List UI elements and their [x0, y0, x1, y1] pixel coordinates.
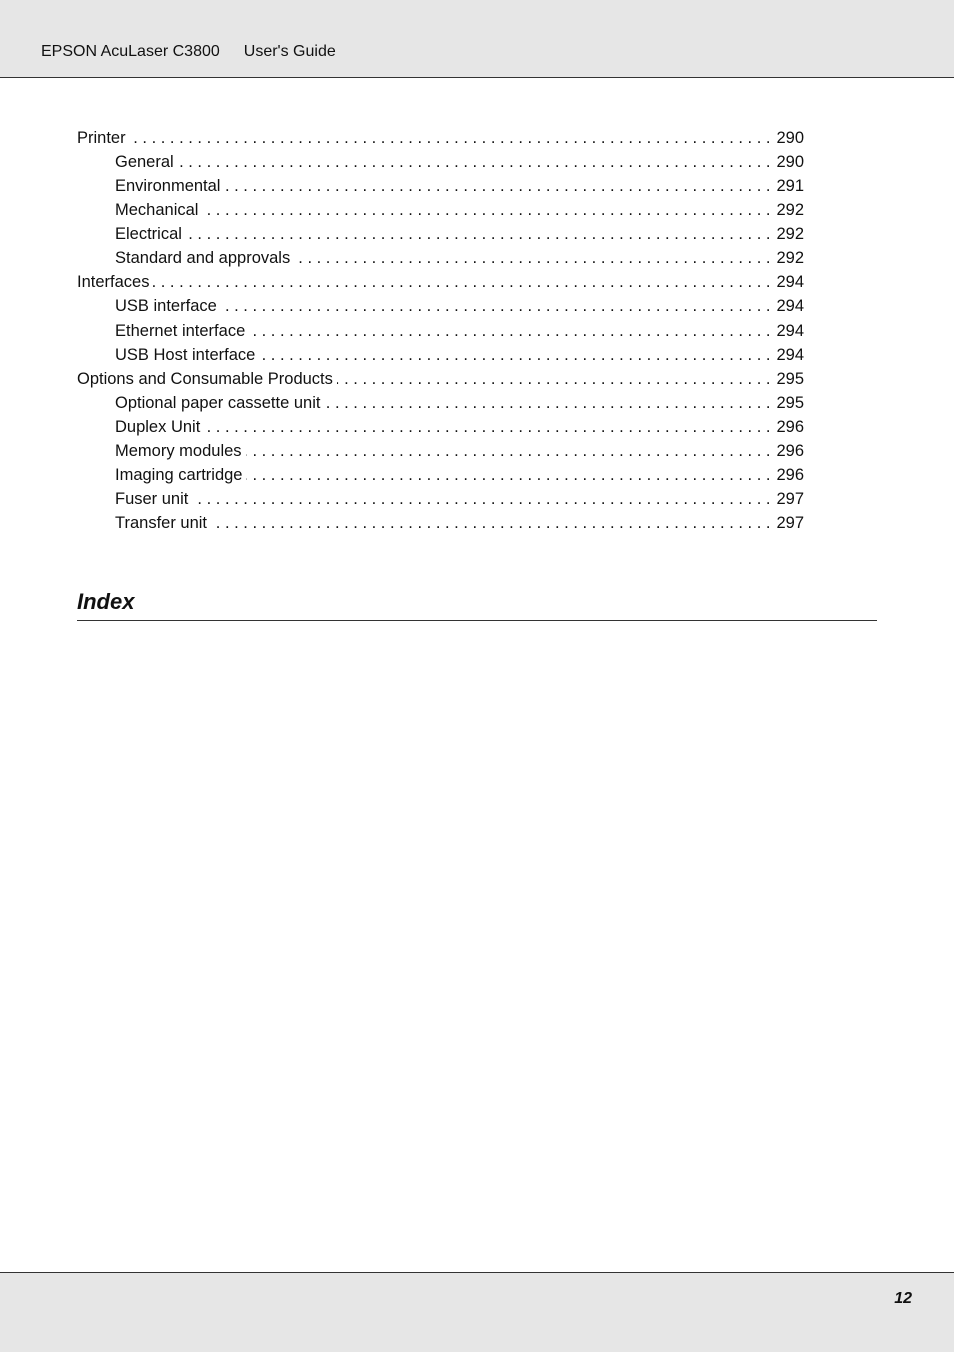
index-heading-text: Index — [77, 589, 135, 614]
toc-entry-page: 296 — [776, 441, 804, 460]
toc-entry-page: 294 — [776, 297, 804, 316]
header-guide: User's Guide — [243, 43, 336, 60]
toc-entry[interactable] — [77, 270, 804, 294]
page-footer — [0, 1272, 954, 1352]
toc-entry-page: 297 — [776, 514, 804, 532]
toc-entry-page: 292 — [776, 225, 804, 244]
dot-leader — [192, 487, 770, 511]
dot-leader — [246, 439, 771, 463]
toc-entry-page: 294 — [776, 321, 804, 340]
dot-leader — [259, 343, 770, 367]
toc-entry[interactable] — [77, 174, 804, 198]
toc-entry-page: 292 — [776, 201, 804, 220]
toc-entry-title: General — [115, 153, 174, 172]
toc-entry-page: 296 — [776, 465, 804, 484]
dot-leader — [324, 391, 770, 415]
toc-entry[interactable] — [77, 246, 804, 270]
toc-entry-page: 296 — [776, 417, 804, 436]
dot-leader — [211, 511, 770, 535]
header-product: EPSON AcuLaser C3800 — [41, 43, 220, 60]
toc-entry-title: Options and Consumable Products — [77, 369, 333, 388]
toc-entry-title: Electrical — [115, 225, 182, 244]
dot-leader — [294, 246, 770, 270]
toc-entry[interactable] — [77, 294, 804, 318]
toc-entry-title: Memory modules — [115, 441, 242, 460]
dot-leader — [130, 126, 771, 150]
toc-entry-page: 291 — [776, 177, 804, 196]
toc-entry[interactable] — [77, 391, 804, 415]
dot-leader — [178, 150, 771, 174]
dot-leader — [202, 198, 770, 222]
dot-leader — [221, 294, 771, 318]
toc-entry-title: Printer — [77, 129, 126, 147]
dot-leader — [186, 222, 771, 246]
toc-entry-title: USB interface — [115, 297, 217, 316]
toc-entry[interactable] — [77, 367, 804, 391]
toc-entry[interactable] — [77, 487, 804, 511]
toc-entry-page: 294 — [776, 345, 804, 364]
toc-entry[interactable] — [77, 126, 804, 150]
page-number: 12 — [894, 1290, 912, 1307]
toc-entry[interactable] — [77, 343, 804, 367]
toc-entry-page: 290 — [776, 129, 804, 147]
toc-entry[interactable] — [77, 150, 804, 174]
toc-entry-title: Environmental — [115, 177, 221, 196]
toc-entry[interactable] — [77, 415, 804, 439]
toc-entry-title: Transfer unit — [115, 514, 208, 532]
dot-leader — [153, 270, 770, 294]
toc-entry-page: 297 — [776, 489, 804, 508]
toc-entry-page: 290 — [776, 153, 804, 172]
toc-entry[interactable] — [77, 319, 804, 343]
dot-leader — [224, 174, 770, 198]
dot-leader — [246, 463, 770, 487]
index-heading — [77, 587, 877, 621]
toc-entry-page: 292 — [776, 249, 804, 268]
page-header — [0, 0, 954, 78]
toc-entry-title: Mechanical — [115, 201, 199, 220]
toc-entry-title: Duplex Unit — [115, 417, 201, 436]
dot-leader — [337, 367, 771, 391]
toc-entry-page: 294 — [776, 273, 804, 292]
toc-entry[interactable] — [77, 463, 804, 487]
toc-entry-title: Optional paper cassette unit — [115, 393, 321, 412]
toc-entry-title: USB Host interface — [115, 345, 256, 364]
toc-entry[interactable] — [77, 198, 804, 222]
toc-entry-page: 295 — [776, 393, 804, 412]
toc-entry[interactable] — [77, 511, 804, 535]
toc-entry[interactable] — [77, 222, 804, 246]
header-text — [41, 43, 336, 61]
toc-entry-page: 295 — [776, 369, 804, 388]
toc-entry-title: Imaging cartridge — [115, 465, 243, 484]
toc-entry-title: Standard and approvals — [115, 249, 291, 268]
dot-leader — [204, 415, 770, 439]
table-of-contents — [77, 126, 804, 535]
toc-entry-title: Ethernet interface — [115, 321, 246, 340]
toc-entry[interactable] — [77, 439, 804, 463]
toc-entry-title: Fuser unit — [115, 489, 189, 508]
dot-leader — [249, 319, 770, 343]
toc-entry-title: Interfaces — [77, 273, 150, 292]
